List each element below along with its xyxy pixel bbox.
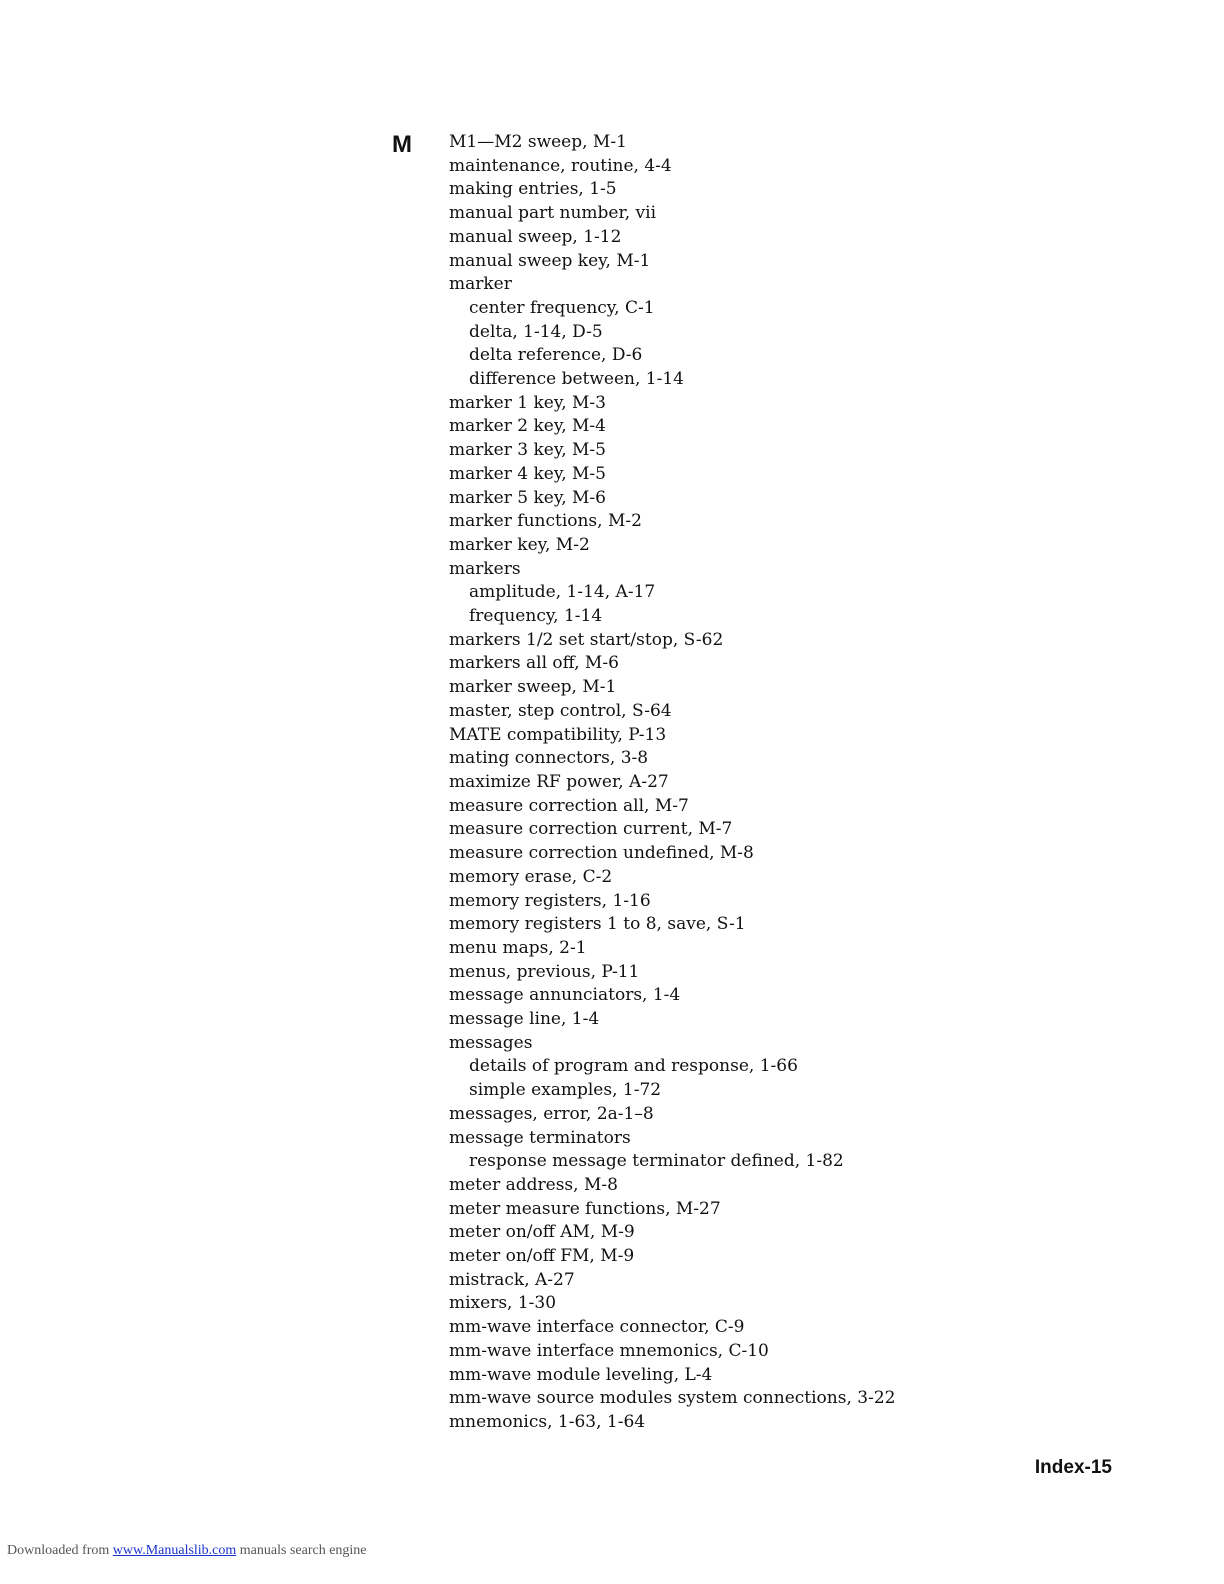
page-number: Index-15: [1034, 1457, 1112, 1478]
index-entry: message annunciators, 1-4: [449, 985, 681, 1006]
index-entry: marker sweep, M-1: [449, 677, 617, 698]
index-subentry: response message terminator defined, 1-82: [469, 1151, 844, 1172]
index-entry: marker key, M-2: [449, 534, 590, 555]
index-entry: measure correction current, M-7: [449, 819, 733, 840]
index-entry: mm-wave interface mnemonics, C-10: [449, 1340, 769, 1361]
index-subentry: difference between, 1-14: [469, 369, 684, 390]
index-entry: menus, previous, P-11: [449, 961, 640, 982]
index-subentry: center frequency, C-1: [469, 297, 655, 318]
index-entry: maximize RF power, A-27: [449, 771, 669, 792]
index-entry: mixers, 1-30: [449, 1293, 557, 1314]
manualslib-link[interactable]: www.Manualslib.com: [112, 1543, 237, 1558]
index-entry: mm-wave module leveling, L-4: [449, 1364, 713, 1385]
index-entry: manual part number, vii: [449, 203, 657, 224]
index-entry: measure correction all, M-7: [449, 795, 689, 816]
index-entry: markers 1/2 set start/stop, S-62: [449, 629, 724, 650]
index-entry: maintenance, routine, 4-4: [449, 155, 672, 176]
index-entry: markers all off, M-6: [449, 653, 619, 674]
index-entry: marker functions, M-2: [449, 511, 642, 532]
index-entry: menu maps, 2-1: [449, 937, 587, 958]
index-entry: marker 4 key, M-5: [449, 463, 606, 484]
index-entry: master, step control, S-64: [449, 700, 672, 721]
index-entry: meter address, M-8: [449, 1174, 618, 1195]
index-entry: measure correction undefined, M-8: [449, 843, 754, 864]
index-subentry: amplitude, 1-14, A-17: [469, 582, 656, 603]
index-entry: marker 5 key, M-6: [449, 487, 606, 508]
index-subentry: simple examples, 1-72: [469, 1080, 662, 1101]
index-entry: marker: [449, 274, 512, 295]
index-entry: making entries, 1-5: [449, 179, 617, 200]
index-entry: meter on/off AM, M-9: [449, 1222, 635, 1243]
download-footer: [7, 1542, 367, 1560]
index-entry: marker 3 key, M-5: [449, 440, 606, 461]
index-subentry: details of program and response, 1-66: [469, 1056, 798, 1077]
index-entry: M1—M2 sweep, M-1: [449, 132, 627, 152]
index-entry: messages, error, 2a-1–8: [449, 1103, 654, 1124]
index-subentry: delta, 1-14, D-5: [469, 321, 603, 342]
index-entry: manual sweep, 1-12: [449, 226, 622, 247]
index-entry: manual sweep key, M-1: [449, 250, 651, 271]
index-entry: MATE compatibility, P-13: [449, 724, 667, 745]
index-entry-list: [449, 131, 895, 1435]
index-entry: memory erase, C-2: [449, 866, 613, 887]
index-entry: mm-wave interface connector, C-9: [449, 1317, 745, 1338]
index-entry: mistrack, A-27: [449, 1269, 575, 1290]
section-letter-heading: M: [392, 131, 412, 158]
index-entry: mm-wave source modules system connections, 3-22: [449, 1388, 896, 1409]
index-subentry: frequency, 1-14: [469, 606, 603, 627]
index-entry: messages: [449, 1032, 533, 1053]
index-entry: meter measure functions, M-27: [449, 1198, 721, 1219]
index-entry: message line, 1-4: [449, 1009, 600, 1030]
index-entry: message terminators: [449, 1127, 631, 1148]
index-entry: meter on/off FM, M-9: [449, 1246, 635, 1267]
index-subentry: delta reference, D-6: [469, 345, 643, 366]
index-entry: marker 1 key, M-3: [449, 392, 606, 413]
index-entry: memory registers 1 to 8, save, S-1: [449, 914, 746, 935]
index-entry: marker 2 key, M-4: [449, 416, 606, 437]
index-entry: mnemonics, 1-63, 1-64: [449, 1411, 646, 1432]
footer-prefix: Downloaded from: [7, 1543, 110, 1558]
index-entry: markers: [449, 558, 521, 579]
footer-suffix: manuals search engine: [239, 1543, 367, 1558]
index-entry: memory registers, 1-16: [449, 890, 651, 911]
index-entry: mating connectors, 3-8: [449, 748, 649, 769]
